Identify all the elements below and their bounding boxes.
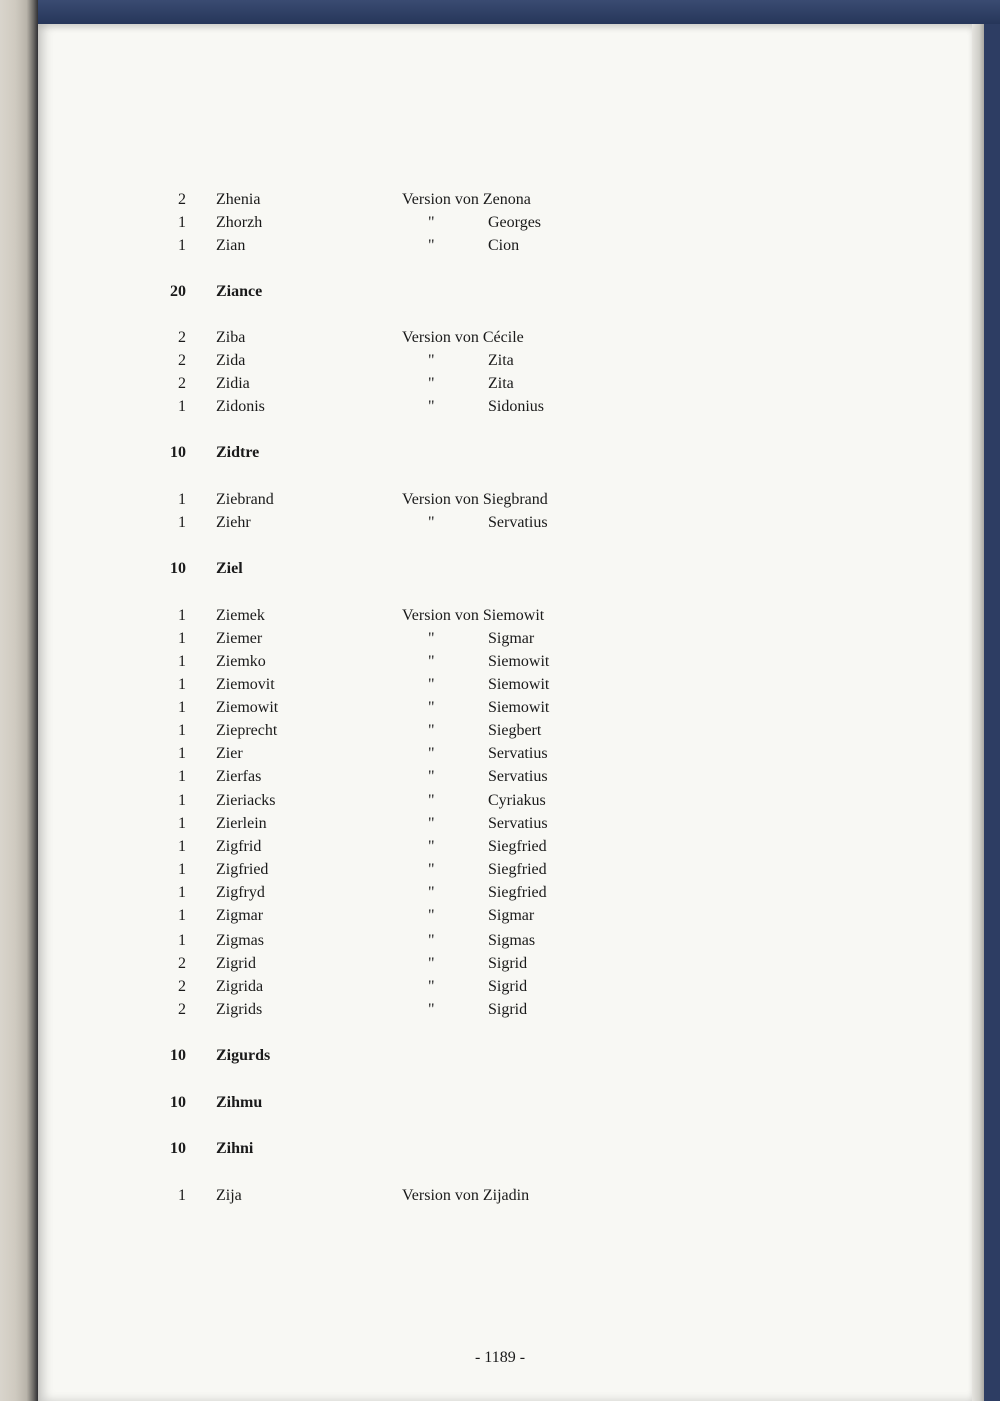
entry-name: Zieprecht [216,722,278,739]
entry-name: Ziebrand [216,491,274,508]
entry-code: 1 [178,699,186,716]
ditto-mark: " [428,375,435,392]
list-item [0,512,1000,534]
entry-target: Sigmar [488,630,535,647]
list-item [0,1092,1000,1114]
entry-target: Zita [488,352,514,369]
list-item [0,1045,1000,1067]
list-item [0,836,1000,858]
list-item [0,605,1000,627]
ditto-mark: " [428,352,435,369]
list-item [0,1138,1000,1160]
ditto-mark: " [428,745,435,762]
entry-name: Zihmu [216,1094,263,1111]
entry-code: 1 [178,514,186,531]
entry-version: Version von Cécile [402,329,524,346]
entry-code: 2 [178,352,186,369]
entry-name: Ziemer [216,630,263,647]
entry-target: Cyriakus [488,792,546,809]
entry-version: Version von Siegbrand [402,491,548,508]
entry-code: 10 [170,1047,186,1064]
entry-name: Zigfryd [216,884,265,901]
entry-name: Zidia [216,375,250,392]
list-item [0,1185,1000,1207]
entry-code: 10 [170,1140,186,1157]
entry-target: Cion [488,237,520,254]
entry-name: Zigrids [216,1001,263,1018]
entry-target: Sigrid [488,955,528,972]
entry-target: Servatius [488,745,548,762]
entry-target: Servatius [488,815,548,832]
entry-name: Zija [216,1187,242,1204]
list-item [0,327,1000,349]
entry-target: Zita [488,375,514,392]
entry-target: Siemowit [488,676,550,693]
entry-code: 1 [178,884,186,901]
entry-code: 1 [178,630,186,647]
entry-code: 1 [178,792,186,809]
list-item [0,790,1000,812]
entry-target: Sidonius [488,398,545,415]
entry-code: 2 [178,1001,186,1018]
ditto-mark: " [428,768,435,785]
ditto-mark: " [428,978,435,995]
entry-name: Zigrid [216,955,256,972]
entry-target: Georges [488,214,542,231]
ditto-mark: " [428,884,435,901]
entry-code: 1 [178,838,186,855]
ditto-mark: " [428,932,435,949]
ditto-mark: " [428,699,435,716]
ditto-mark: " [428,838,435,855]
list-item [0,235,1000,257]
ditto-mark: " [428,398,435,415]
entry-code: 1 [178,491,186,508]
ditto-mark: " [428,214,435,231]
entry-name: Zigfrid [216,838,262,855]
entry-name: Ziemovit [216,676,275,693]
entry-code: 1 [178,676,186,693]
entry-code: 10 [170,444,186,461]
entry-name: Zian [216,237,246,254]
entry-name: Zierfas [216,768,262,785]
entry-name: Zier [216,745,243,762]
entry-name: Ziemek [216,607,265,624]
ditto-mark: " [428,861,435,878]
list-item [0,489,1000,511]
list-item [0,350,1000,372]
ditto-mark: " [428,815,435,832]
entry-code: 10 [170,1094,186,1111]
ditto-mark: " [428,676,435,693]
list-item [0,976,1000,998]
entry-version: Version von Zenona [402,191,531,208]
entry-name: Zida [216,352,246,369]
entry-code: 2 [178,978,186,995]
list-item [0,953,1000,975]
list-item [0,766,1000,788]
entry-code: 1 [178,815,186,832]
entry-target: Sigrid [488,978,528,995]
list-item [0,905,1000,927]
entry-version: Version von Zijadin [402,1187,530,1204]
list-item [0,558,1000,580]
list-item [0,651,1000,673]
entry-target: Siegfried [488,861,547,878]
entry-name: Zidonis [216,398,265,415]
entry-name: Zhorzh [216,214,263,231]
entry-code: 1 [178,932,186,949]
entry-code: 1 [178,907,186,924]
list-item [0,442,1000,464]
entry-name: Ziehr [216,514,251,531]
entry-name: Zierlein [216,815,267,832]
ditto-mark: " [428,722,435,739]
list-item [0,743,1000,765]
ditto-mark: " [428,630,435,647]
entry-name: Zigfried [216,861,269,878]
list-item [0,189,1000,211]
entry-target: Sigrid [488,1001,528,1018]
list-item [0,720,1000,742]
ditto-mark: " [428,514,435,531]
entry-name: Zihni [216,1140,254,1157]
entry-code: 1 [178,214,186,231]
entry-name: Zidtre [216,444,260,461]
entry-name: Ziel [216,560,243,577]
list-item [0,813,1000,835]
entry-code: 1 [178,653,186,670]
entry-name: Zigmar [216,907,264,924]
entry-code: 2 [178,375,186,392]
entry-target: Sigmar [488,907,535,924]
list-item [0,281,1000,303]
entry-code: 1 [178,722,186,739]
entry-target: Siegbert [488,722,542,739]
list-item [0,882,1000,904]
entry-code: 1 [178,861,186,878]
entry-name: Ziemko [216,653,266,670]
entry-code: 2 [178,191,186,208]
list-item [0,930,1000,952]
entry-name: Ziemowit [216,699,279,716]
list-item [0,212,1000,234]
entry-code: 2 [178,955,186,972]
list-item [0,373,1000,395]
entry-code: 1 [178,607,186,624]
entry-target: Siegfried [488,838,547,855]
entry-code: 1 [178,745,186,762]
entry-code: 2 [178,329,186,346]
entry-version: Version von Siemowit [402,607,545,624]
entry-name: Zigmas [216,932,264,949]
entry-target: Siemowit [488,653,550,670]
entry-code: 1 [178,237,186,254]
entry-name: Zigurds [216,1047,271,1064]
list-item [0,396,1000,418]
entry-name: Ziba [216,329,246,346]
entry-target: Siemowit [488,699,550,716]
ditto-mark: " [428,1001,435,1018]
list-item [0,628,1000,650]
page-number: - 1189 - [474,1349,526,1366]
entry-target: Siegfried [488,884,547,901]
ditto-mark: " [428,955,435,972]
book-cover-top [0,0,1000,24]
entry-code: 10 [170,560,186,577]
entry-code: 1 [178,398,186,415]
ditto-mark: " [428,237,435,254]
ditto-mark: " [428,907,435,924]
entry-name: Zhenia [216,191,261,208]
entry-name: Zigrida [216,978,264,995]
entry-code: 1 [178,1187,186,1204]
entry-target: Servatius [488,768,548,785]
entry-name: Ziance [216,283,263,300]
entry-code: 1 [178,768,186,785]
entry-target: Sigmas [488,932,536,949]
list-item [0,697,1000,719]
ditto-mark: " [428,653,435,670]
entry-target: Servatius [488,514,548,531]
ditto-mark: " [428,792,435,809]
entry-name: Zieriacks [216,792,276,809]
entry-code: 20 [170,283,186,300]
list-item [0,999,1000,1021]
list-item [0,674,1000,696]
list-item [0,859,1000,881]
